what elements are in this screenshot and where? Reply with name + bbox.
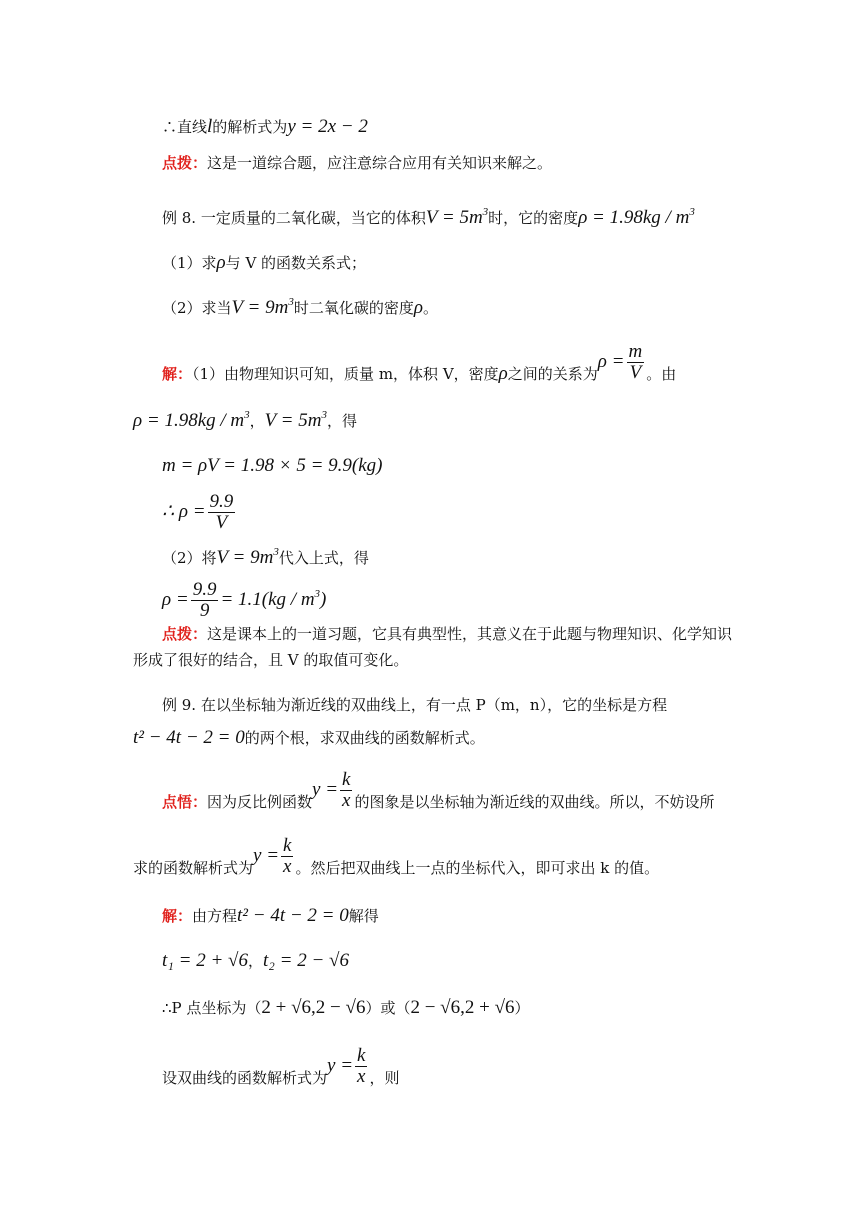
example-9-line-1 [162,695,667,715]
math-equation: y = 2x − 2 [287,116,368,137]
text: 例 9. 在以坐标轴为渐近线的双曲线上，有一点 P（m，n），它的坐标是方程 [162,696,668,714]
math-coordinate: 2 + √6,2 − √6 [261,997,366,1018]
math-equation: m = ρV = 1.98 × 5 = 9.9(kg) [162,455,383,476]
math-equation: t₂ = 2 − √6 [262,950,349,971]
tip-paragraph [162,153,552,173]
math-equation: $V = 9m^3$ [216,546,279,568]
math-var: ρ [216,252,226,273]
tip-text: 这是一道综合题，应注意综合应用有关知识来解之。 [207,154,553,172]
text: 解得 [348,907,379,925]
math-equation: $\rho = 1.98kg / m^3$ [133,409,250,431]
hint-9-line-2 [133,836,659,880]
math-fraction: ∴ ρ = $\frac{9.9}{V}$ [162,491,234,533]
math-coordinate: 2 − √6,2 + √6 [410,997,515,1018]
solution-8-line-1 [162,342,676,386]
math-equation: $V = 9m^3$ [231,296,294,318]
solution-9-line-2 [162,951,349,971]
text: 代入上式，得 [278,549,369,567]
text: 与 V 的函数关系式； [225,254,367,272]
example-8-statement [162,208,695,228]
text: 例 8. 一定质量的二氧化碳，当它的体积 [162,209,426,227]
text: 的解析式为 [212,118,288,136]
math-fraction: y = $\frac{k}{x}$ [312,769,351,811]
text: 时，它的密度 [488,209,579,227]
text: （1）由物理知识可知，质量 m，体积 V，密度 [192,364,499,383]
solution-9-line-4 [162,1046,399,1090]
math-var: l [207,116,213,137]
solution-8-line-4 [162,492,237,533]
example-9-line-2 [133,728,485,748]
solution-8-line-5 [162,548,369,568]
math-fraction: ρ = $\frac{m}{V}$ [597,341,643,383]
text: ，则 [369,1068,400,1087]
tip-text: 这是课本上的一道习题，它具有典型性，其意义在于此题与物理知识、化学知识 [207,625,733,643]
text: 时二氧化碳的密度 [293,299,414,317]
text: 。然后把双曲线上一点的坐标代入，即可求出 k 的值。 [295,858,660,877]
text: 之间的关系为 [507,364,598,383]
math-var: ρ [413,297,423,318]
solution-9-line-1 [162,906,379,926]
example-8-question-1 [162,253,366,273]
text: （1）求 [162,254,217,272]
text: ） [514,999,530,1017]
text: ）或（ [365,999,411,1017]
math-equation: $V = 5m^3$ [264,409,327,431]
math-fraction: y = $\frac{k}{x}$ [253,835,292,877]
text: 的两个根，求双曲线的函数解析式。 [244,729,485,747]
math-fraction: ρ = $\frac{9.9}{9}$ = $1.1(kg / m^3)$ [162,579,327,621]
text: 。 [423,299,439,317]
text: 的图象是以坐标轴为渐近线的双曲线。所以，不妨设所 [354,792,715,811]
hint-9-line-1 [162,770,715,814]
text: 由方程 [192,907,238,925]
text: 。由 [646,364,677,383]
math-var: ρ [498,362,508,384]
solution-8-line-2 [133,411,357,431]
math-equation: t² − 4t − 2 = 0 [133,727,245,748]
text: 因为反比例函数 [207,792,313,811]
text: ∴直线 [162,118,208,136]
line-conclusion [162,117,368,137]
tip-label: 点拨： [162,625,208,643]
math-fraction: y = $\frac{k}{x}$ [327,1045,366,1087]
solution-label: 解： [162,907,193,925]
math-equation: t² − 4t − 2 = 0 [237,905,349,926]
solution-8-line-3 [162,456,382,476]
text: 设双曲线的函数解析式为 [162,1068,328,1087]
solution-label: 解： [162,364,193,383]
text: 求的函数解析式为 [133,858,254,877]
hint-label: 点悟： [162,792,208,811]
text: （2）将 [162,549,217,567]
text: ， [247,952,263,970]
math-equation: $\rho = 1.98kg / m^3$ [578,206,695,228]
tip-label: 点拨： [162,154,208,172]
tip-2-line-1 [162,624,732,644]
text: ， [249,412,265,430]
text: ∴P 点坐标为（ [162,999,262,1017]
text: （2）求当 [162,299,232,317]
solution-9-line-3 [162,998,530,1018]
example-8-question-2 [162,298,438,318]
solution-8-line-6 [162,580,326,621]
text: ，得 [326,412,357,430]
tip-2-line-2 [133,650,408,670]
math-equation: $V = 5m^3$ [425,206,489,228]
tip-text: 形成了很好的结合，且 V 的取值可变化。 [133,651,409,669]
math-equation: t₁ = 2 + √6 [162,950,248,971]
